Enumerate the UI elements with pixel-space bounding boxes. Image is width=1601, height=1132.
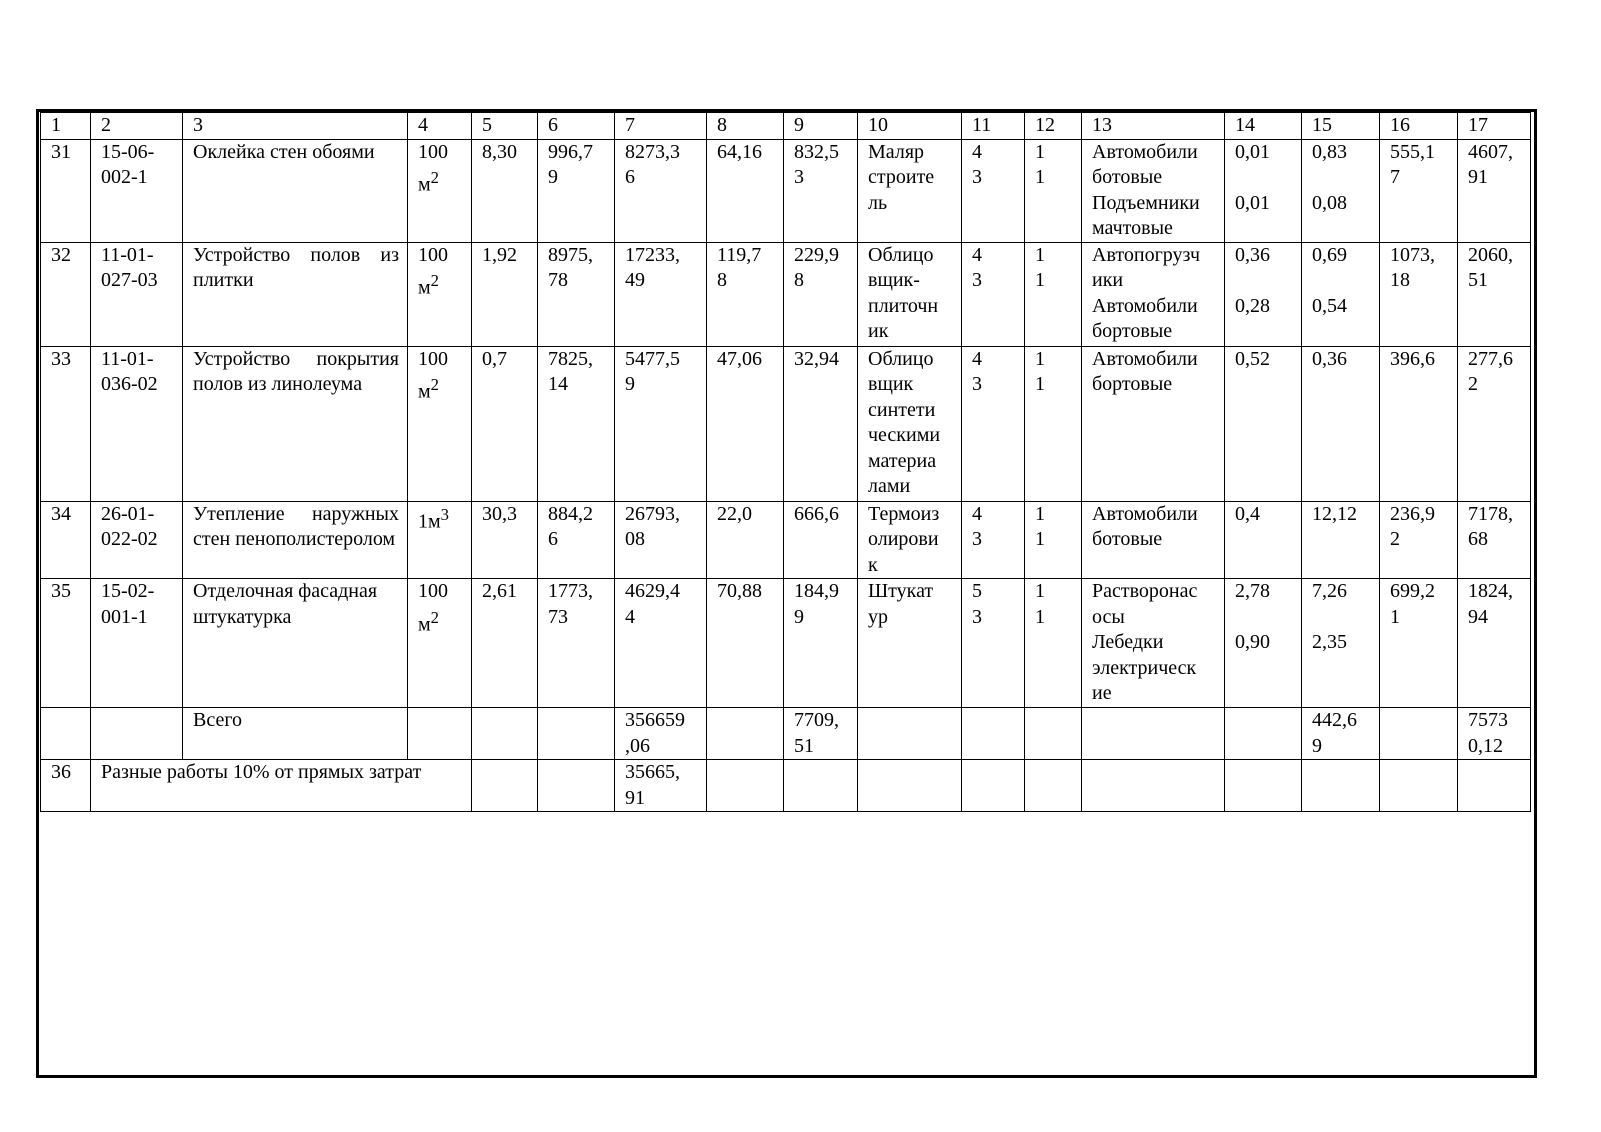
header-cell: 1 [41,113,91,140]
column-number-row [41,113,1531,140]
unit-base: м [418,173,431,196]
norm-code: 11-01- 027-03 [91,242,183,346]
cell-11: 4 3 [962,242,1025,346]
cell-17: 2060, 51 [1458,242,1531,346]
cell-15: 0,69 0,54 [1302,242,1380,346]
table-row [41,579,1531,708]
work-name: Утепление наружных стен пенополистеролом [183,501,408,579]
row-number: 33 [41,346,91,501]
cell-6: 884,2 6 [538,501,615,579]
row-number: 32 [41,242,91,346]
empty-cell [472,708,538,760]
total-cell-7: 356659 ,06 [615,708,707,760]
empty-cell [1025,760,1082,812]
cell-16: 1073, 18 [1380,242,1458,346]
machinery: Автомобили бортовые [1082,346,1225,501]
cell-7: 26793, 08 [615,501,707,579]
cell-12: 1 1 [1025,139,1082,242]
cell-11: 5 3 [962,579,1025,708]
empty-cell [472,760,538,812]
norm-code: 15-02- 001-1 [91,579,183,708]
machinery: Автомобили ботовые Подъемники мачтовые [1082,139,1225,242]
cell-9: 832,5 3 [784,139,858,242]
cell-7: 8273,3 6 [615,139,707,242]
empty-cell [538,708,615,760]
unit-cell [408,242,472,346]
empty-cell [784,760,858,812]
work-name: Устройство покрытия полов из линолеума [183,346,408,501]
work-name: Устройство полов из плитки [183,242,408,346]
cell-12: 1 1 [1025,579,1082,708]
empty-cell [91,708,183,760]
row-number: 35 [41,579,91,708]
unit-exp: 3 [440,504,449,524]
cell-5: 8,30 [472,139,538,242]
cell-16: 236,9 2 [1380,501,1458,579]
unit-exp: 2 [430,271,439,290]
empty-cell [1225,708,1302,760]
cell-17: 4607, 91 [1458,139,1531,242]
profession: Облицо вщик- плиточн ик [858,242,962,346]
cell-6: 996,7 9 [538,139,615,242]
norm-code: 15-06- 002-1 [91,139,183,242]
cell-14: 0,01 0,01 [1225,139,1302,242]
empty-cell [408,708,472,760]
profession: Штукат ур [858,579,962,708]
cell-16: 555,1 7 [1380,139,1458,242]
total-row [41,708,1531,760]
unit-qty: 100 [418,580,448,602]
cell-14: 2,78 0,90 [1225,579,1302,708]
header-cell: 7 [615,113,707,140]
header-cell: 5 [472,113,538,140]
unit-qty: 100 [418,347,448,370]
cell-6: 8975, 78 [538,242,615,346]
header-cell: 9 [784,113,858,140]
cell-17: 277,6 2 [1458,346,1531,501]
row-number: 31 [41,139,91,242]
empty-cell [1458,760,1531,812]
empty-cell [707,760,784,812]
cell-15: 0,83 0,08 [1302,139,1380,242]
unit-exp: 2 [430,375,439,394]
header-cell: 4 [408,113,472,140]
profession: Термоиз олирови к [858,501,962,579]
header-cell: 14 [1225,113,1302,140]
cell-6: 1773, 73 [538,579,615,708]
unit-cell [408,501,472,579]
row-number: 34 [41,501,91,579]
empty-cell [1082,708,1225,760]
machinery: Автомобили ботовые [1082,501,1225,579]
empty-cell [1025,708,1082,760]
empty-cell [41,708,91,760]
cell-7: 4629,4 4 [615,579,707,708]
header-cell: 17 [1458,113,1531,140]
header-cell: 16 [1380,113,1458,140]
cell-15: 0,36 [1302,346,1380,501]
cell-9: 666,6 [784,501,858,579]
cell-7: 5477,5 9 [615,346,707,501]
header-cell: 2 [91,113,183,140]
empty-cell [1380,760,1458,812]
cell-8: 70,88 [707,579,784,708]
cell-11: 4 3 [962,346,1025,501]
total-cell-9: 7709, 51 [784,708,858,760]
total-cell-15: 442,6 9 [1302,708,1380,760]
empty-cell [858,760,962,812]
profession: Маляр строите ль [858,139,962,242]
cell-12: 1 1 [1025,242,1082,346]
cell-15: 12,12 [1302,501,1380,579]
cell-9: 229,9 8 [784,242,858,346]
cell-5: 2,61 [472,579,538,708]
unit-qty: 1м [418,510,441,533]
empty-cell [707,708,784,760]
empty-cell [962,760,1025,812]
total-cell-17: 7573 0,12 [1458,708,1531,760]
norm-code: 26-01- 022-02 [91,501,183,579]
empty-cell [858,708,962,760]
table-row [41,242,1531,346]
cell-5: 30,3 [472,501,538,579]
cell-9: 32,94 [784,346,858,501]
header-cell: 11 [962,113,1025,140]
unit-base: м [418,380,431,403]
empty-cell [1302,760,1380,812]
unit-base: м [418,613,431,636]
cell-11: 4 3 [962,501,1025,579]
misc-cell-7: 35665, 91 [615,760,707,812]
profession: Облицо вщик синтети ческими материа лами [858,346,962,501]
cell-5: 0,7 [472,346,538,501]
cell-12: 1 1 [1025,501,1082,579]
empty-cell [1380,708,1458,760]
work-name: Оклейка стен обоями [183,139,408,242]
cell-11: 4 3 [962,139,1025,242]
empty-cell [1082,760,1225,812]
cell-16: 396,6 [1380,346,1458,501]
machinery: Растворонас осы Лебедки электрическ ие [1082,579,1225,708]
estimate-table [40,112,1531,812]
header-cell: 6 [538,113,615,140]
header-cell: 8 [707,113,784,140]
cell-8: 22,0 [707,501,784,579]
machinery: Автопогрузч ики Автомобили бортовые [1082,242,1225,346]
table-row [41,346,1531,501]
cell-15: 7,26 2,35 [1302,579,1380,708]
cell-14: 0,52 [1225,346,1302,501]
cell-8: 47,06 [707,346,784,501]
cell-5: 1,92 [472,242,538,346]
empty-cell [1225,760,1302,812]
empty-cell [962,708,1025,760]
total-label: Всего [183,708,408,760]
cell-7: 17233, 49 [615,242,707,346]
cell-12: 1 1 [1025,346,1082,501]
header-cell: 10 [858,113,962,140]
work-name: Отделочная фасадная штукатурка [183,579,408,708]
unit-exp: 2 [430,168,439,187]
unit-exp: 2 [430,607,439,627]
header-cell: 15 [1302,113,1380,140]
cell-6: 7825, 14 [538,346,615,501]
misc-works-row [41,760,1531,812]
cell-17: 1824, 94 [1458,579,1531,708]
cell-9: 184,9 9 [784,579,858,708]
table-row [41,501,1531,579]
misc-label: Разные работы 10% от прямых затрат [91,760,472,812]
cell-16: 699,2 1 [1380,579,1458,708]
table-body [41,113,1531,812]
cell-17: 7178, 68 [1458,501,1531,579]
unit-cell [408,579,472,708]
unit-qty: 100 [418,140,448,163]
cell-14: 0,4 [1225,501,1302,579]
table-row [41,139,1531,242]
unit-qty: 100 [418,243,448,266]
cell-8: 64,16 [707,139,784,242]
unit-cell [408,139,472,242]
row-number: 36 [41,760,91,812]
unit-cell [408,346,472,501]
cell-14: 0,36 0,28 [1225,242,1302,346]
header-cell: 12 [1025,113,1082,140]
norm-code: 11-01- 036-02 [91,346,183,501]
cell-8: 119,7 8 [707,242,784,346]
header-cell: 13 [1082,113,1225,140]
empty-cell [538,760,615,812]
header-cell: 3 [183,113,408,140]
unit-base: м [418,276,431,299]
